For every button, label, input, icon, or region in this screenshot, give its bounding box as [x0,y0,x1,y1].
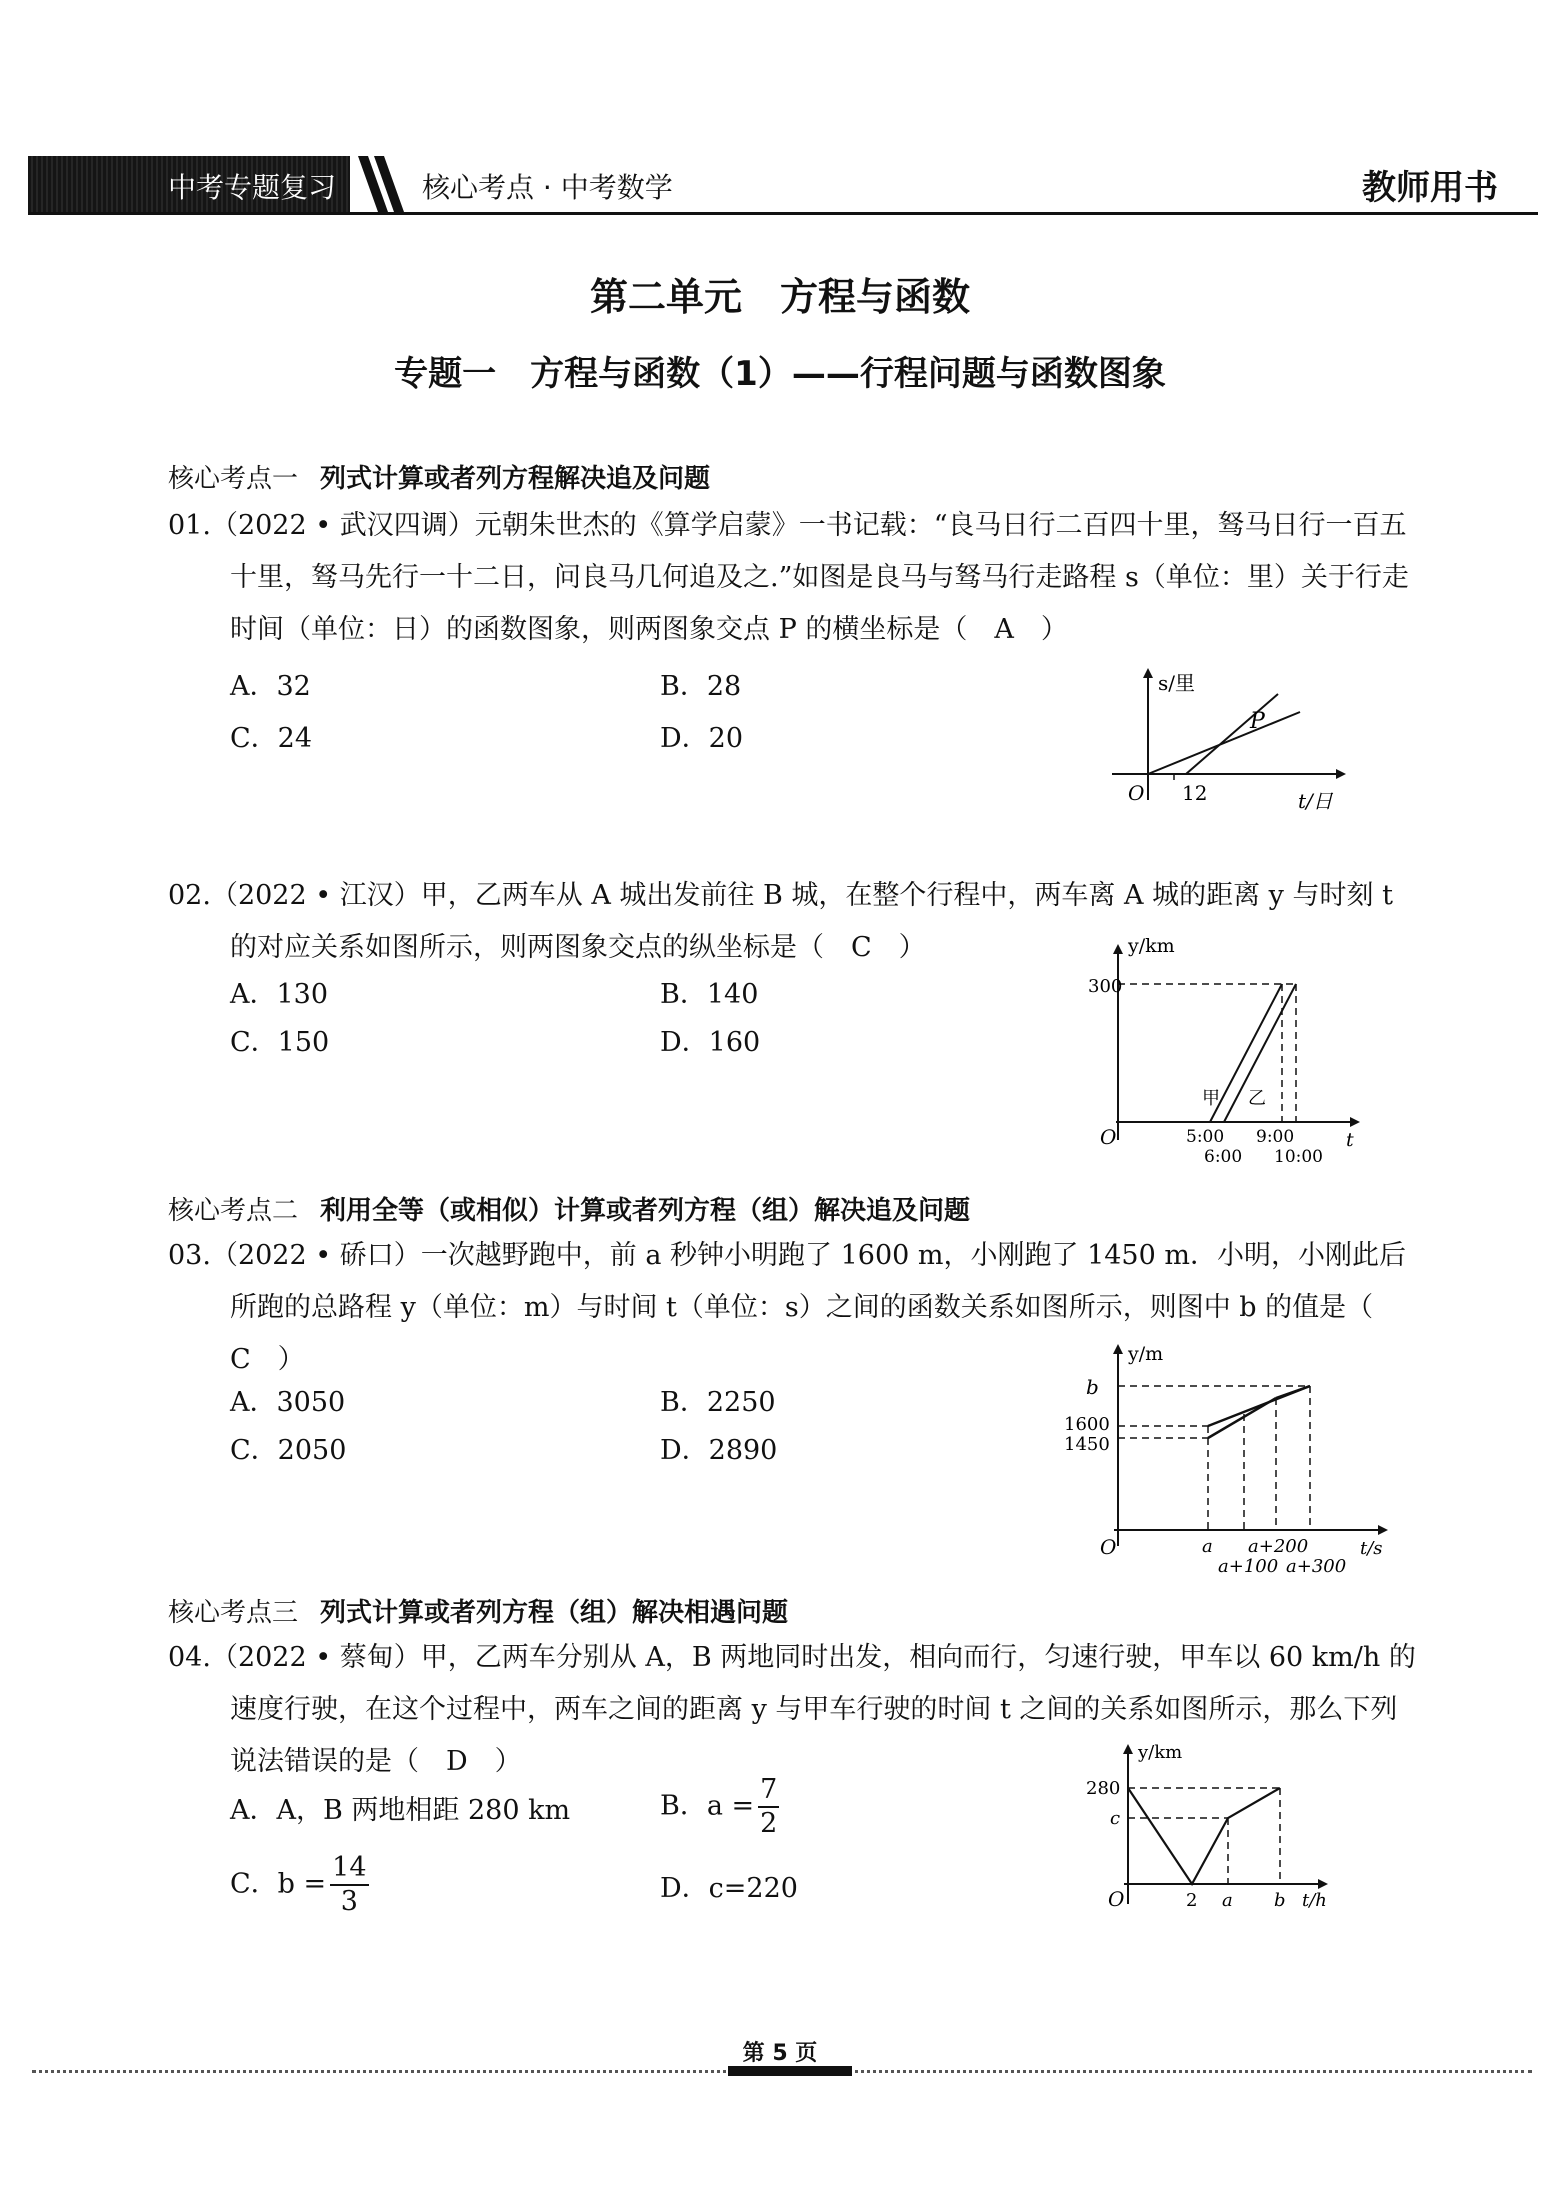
header-rule [28,212,1538,215]
option-a: A．3050 [230,1387,346,1418]
line-slow-horse [1148,712,1300,774]
point-label: P [1250,709,1265,734]
y-axis-arrow-icon [1113,1344,1123,1354]
line-jia [1210,984,1282,1122]
page-header [28,156,1538,212]
section-title: 利用全等（或相似）计算或者列方程（组）解决追及问题 [320,1196,971,1226]
option-b: B．28 [660,671,742,702]
x-axis-arrow-icon [1350,1117,1360,1127]
x-tick-label: a+100 [1218,1556,1279,1577]
x-tick-label: a+300 [1286,1556,1347,1577]
header-left-label: 中考专题复习 [168,171,337,204]
footer-bar [728,2066,852,2076]
x-tick-label: a [1222,1890,1233,1911]
option-d: D．2890 [660,1435,778,1466]
section-title: 列式计算或者列方程解决追及问题 [320,464,711,494]
x-tick-label: 5:00 [1186,1127,1225,1147]
x-tick-label: 2 [1186,1890,1198,1911]
y-tick-label: b [1086,1375,1099,1399]
option-c: C．150 [230,1027,330,1058]
graph-q3 [1060,1334,1400,1586]
x-axis-arrow-icon [1318,1879,1328,1889]
x-tick-label: 12 [1182,781,1208,805]
option-c: C．2050 [230,1435,347,1466]
y-axis-arrow-icon [1113,944,1123,954]
x-tick-label: 6:00 [1204,1147,1243,1167]
section-heading [168,1190,970,1227]
option-a: A．A，B 两地相距 280 km [230,1795,571,1826]
y-axis-arrow-icon [1143,668,1153,678]
header-right-label: 教师用书 [1362,168,1498,208]
graph-q4 [1080,1738,1350,1928]
x-tick-label: 9:00 [1256,1127,1295,1147]
fraction: $\frac{14}{3}$ [332,1852,367,1917]
line-xiaogang [1208,1398,1276,1438]
graph-q1 [1100,660,1360,820]
x-axis-arrow-icon [1336,769,1346,779]
section-heading [168,458,710,495]
y-tick-label: 300 [1088,976,1123,997]
option-c: C．b = $\frac{14}{3}$ [230,1852,367,1917]
option-d: D．20 [660,723,744,754]
y-tick-label: 280 [1086,1778,1121,1799]
question-text: 02.（2022 • 江汉）甲，乙两车从 A 城出发前往 B 城，在整个行程中，两车离 A 城的距离 y 与时刻 t 的对应关系如图所示，则两图象交点的纵坐标是（ C ） [168,880,1393,963]
y-tick-label: 1450 [1064,1434,1110,1455]
y-axis-label: y/km [1138,1742,1183,1763]
line-label-yi: 乙 [1248,1088,1266,1109]
option-a: A．32 [230,671,311,702]
line-fast-horse [1186,694,1278,774]
question-text: 04.（2022 • 蔡甸）甲，乙两车分别从 A，B 两地同时出发，相向而行，匀速行驶，甲车以 60 km/h 的速度行驶，在这个过程中，两车之间的距离 y 与甲车行驶的时间 t 之间的关系如图所示，那么下列说法错误的是（ D ） [168,1642,1416,1777]
topic-title: 专题一 方程与函数（1）——行程问题与函数图象 [394,354,1166,394]
unit-title: 第二单元 方程与函数 [589,275,970,319]
x-axis-label: t/h [1302,1890,1327,1911]
y-axis-label: y/m [1128,1343,1164,1365]
section-tag: 核心考点二 [168,1196,299,1226]
header-tab [28,156,350,212]
line-label-jia: 甲 [1202,1088,1220,1109]
x-axis-label: t/s [1360,1538,1383,1559]
page-number: 第 5 页 [742,2041,818,2066]
y-axis-arrow-icon [1123,1744,1133,1754]
question-number: 03. [168,1240,211,1271]
x-tick-label: b [1274,1890,1286,1911]
y-axis-label: y/km [1128,935,1175,957]
y-axis-label: s/里 [1158,671,1196,695]
header-slash-icon [354,156,414,212]
option-d: D．c=220 [660,1873,798,1904]
option-b: B．2250 [660,1387,776,1418]
section-heading [168,1592,788,1629]
x-tick-label: 10:00 [1274,1147,1323,1167]
y-tick-label: 1600 [1064,1414,1110,1435]
y-tick-label: c [1110,1808,1121,1829]
question-number: 02. [168,880,211,911]
section-tag: 核心考点一 [168,464,299,494]
option-b: B．a = $\frac{7}{2}$ [660,1774,778,1839]
section-title: 列式计算或者列方程（组）解决相遇问题 [320,1598,789,1628]
origin-label: O [1108,1887,1125,1911]
question-number: 01. [168,510,211,541]
header-subtitle: 核心考点 · 中考数学 [422,171,673,204]
option-d: D．160 [660,1027,761,1058]
fraction: $\frac{7}{2}$ [760,1774,778,1839]
distance-line [1128,1788,1280,1884]
question [168,500,1418,656]
origin-label: O [1100,1125,1117,1149]
question-text: 01.（2022 • 武汉四调）元朝朱世杰的《算学启蒙》一书记载：“良马日行二百四十里，驽马日行一百五十里，驽马先行一十二日，问良马几何追及之.”如图是良马与驽马行走路程 s（单位：里）关于行走时间（单位：日）的函数图象，则两图象交点 P 的横坐标是（ A ） [168,510,1409,645]
option-b: B．140 [660,979,759,1010]
x-axis-label: t [1346,1129,1354,1151]
line-xiaogang [1276,1386,1310,1398]
option-c: C．24 [230,723,313,754]
x-axis-label: t/日 [1298,789,1333,813]
origin-label: O [1128,781,1145,805]
origin-label: O [1100,1535,1117,1559]
question-text: 03.（2022 • 硚口）一次越野跑中，前 a 秒钟小明跑了 1600 m，小刚跑了 1450 m．小明，小刚此后所跑的总路程 y（单位：m）与时间 t（单位：s）之间的函数关系如图所示，则图中 b 的值是（ C ） [168,1240,1406,1375]
graph-q2 [1070,930,1390,1180]
x-tick-label: a [1202,1536,1213,1557]
question-number: 04. [168,1642,211,1673]
x-tick-label: a+200 [1248,1536,1309,1557]
x-axis-arrow-icon [1378,1525,1388,1535]
section-tag: 核心考点三 [168,1598,299,1628]
option-a: A．130 [230,979,329,1010]
